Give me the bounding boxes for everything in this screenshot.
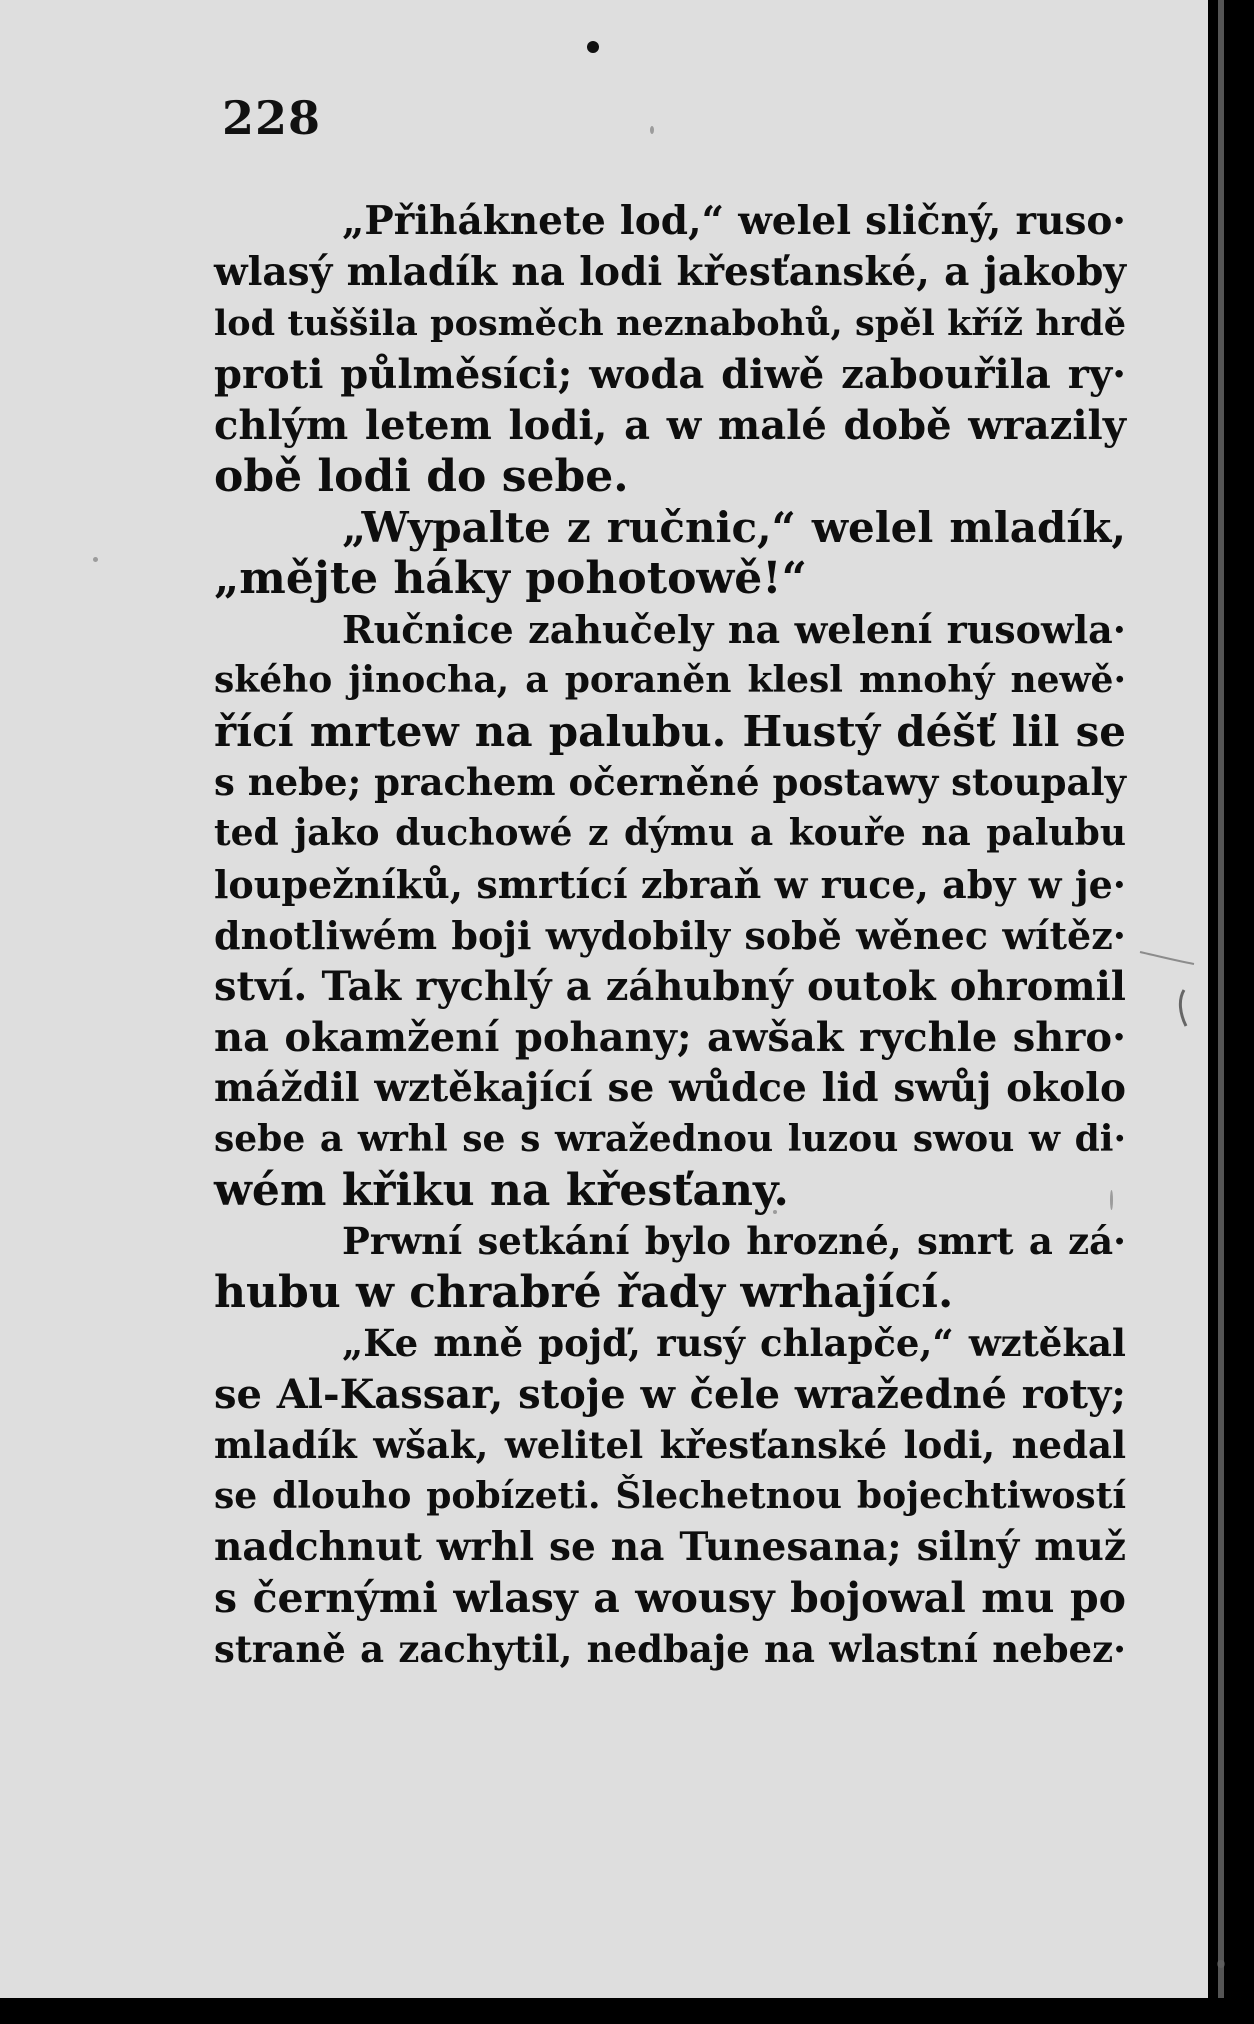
text-line: ted jako duchowé z dýmu a kouře na palubu: [214, 812, 1126, 854]
text-line: wlasý mladík na lodi křesťanské, a jakoby: [214, 249, 1126, 295]
text-line: s nebe; prachem očerněné postawy stoupaly: [214, 760, 1127, 804]
text-line: se dlouho pobízeti. Šlechetnou bojechtiwostí: [214, 1475, 1126, 1517]
text-line: sebe a wrhl se s wražednou luzou swou w di·: [214, 1118, 1126, 1160]
text-line: „Wypalte z ručnic,“ welel mladík,: [342, 503, 1126, 552]
text-line: se Al-Kassar, stoje w čele wražedné roty;: [214, 1371, 1126, 1418]
text-line: ství. Tak rychlý a záhubný outok ohromil: [214, 963, 1126, 1010]
text-line: Prwní setkání bylo hrozné, smrt a zá·: [342, 1219, 1126, 1263]
text-line: straně a zachytil, nedbaje na wlastní nebez·: [214, 1627, 1126, 1671]
text-line: chlým letem lodi, a w malé době wrazily: [214, 402, 1126, 449]
text-line: „mějte háky pohotowě!“: [214, 553, 807, 604]
paper-speck: [93, 557, 98, 562]
text-line: na okamžení pohany; awšak rychle shro·: [214, 1014, 1126, 1061]
text-line: nadchnut wrhl se na Tunesana; silný muž: [214, 1524, 1126, 1570]
scan-border-bottom: [0, 1998, 1254, 2024]
text-line: řící mrtew na palubu. Hustý déšť lil se: [214, 707, 1126, 756]
page-number: 228: [222, 91, 322, 145]
body-text: [214, 196, 1126, 1675]
text-line: hubu w chrabré řady wrhající.: [214, 1267, 954, 1318]
text-line: dnotliwém boji wydobily sobě wěnec wítěz·: [214, 913, 1126, 958]
paper-speck: [1217, 1960, 1225, 1968]
scan-border-right: [1208, 0, 1254, 2024]
text-line: proti půlměsíci; woda diwě zabouřila ry·: [214, 351, 1126, 398]
ink-dot: [587, 41, 599, 53]
text-line: máždil wztěkající se wůdce lid swůj okolo: [214, 1065, 1126, 1111]
text-line: s černými wlasy a wousy bojowal mu po: [214, 1574, 1126, 1622]
paper-speck: [650, 126, 654, 134]
text-line: Ručnice zahučely na welení rusowla·: [342, 607, 1126, 652]
text-line: obě lodi do sebe.: [214, 451, 629, 502]
text-line: ského jinocha, a poraněn klesl mnohý newě·: [214, 659, 1126, 701]
text-line: „Ke mně pojď, rusý chlapče,“ wztěkal: [342, 1321, 1126, 1365]
text-line: wém křiku na křesťany.: [214, 1165, 789, 1216]
text-line: „Přiháknete lod,“ welel sličný, ruso·: [342, 198, 1126, 244]
margin-pencil-mark: [1138, 930, 1198, 1030]
text-line: mladík wšak, welitel křesťanské lodi, nedal: [214, 1423, 1126, 1467]
text-line: lod tuššila posměch neznabohů, spěl kříž hrdě: [214, 303, 1126, 344]
text-line: loupežníků, smrtící zbraň w ruce, aby w je·: [214, 862, 1126, 907]
